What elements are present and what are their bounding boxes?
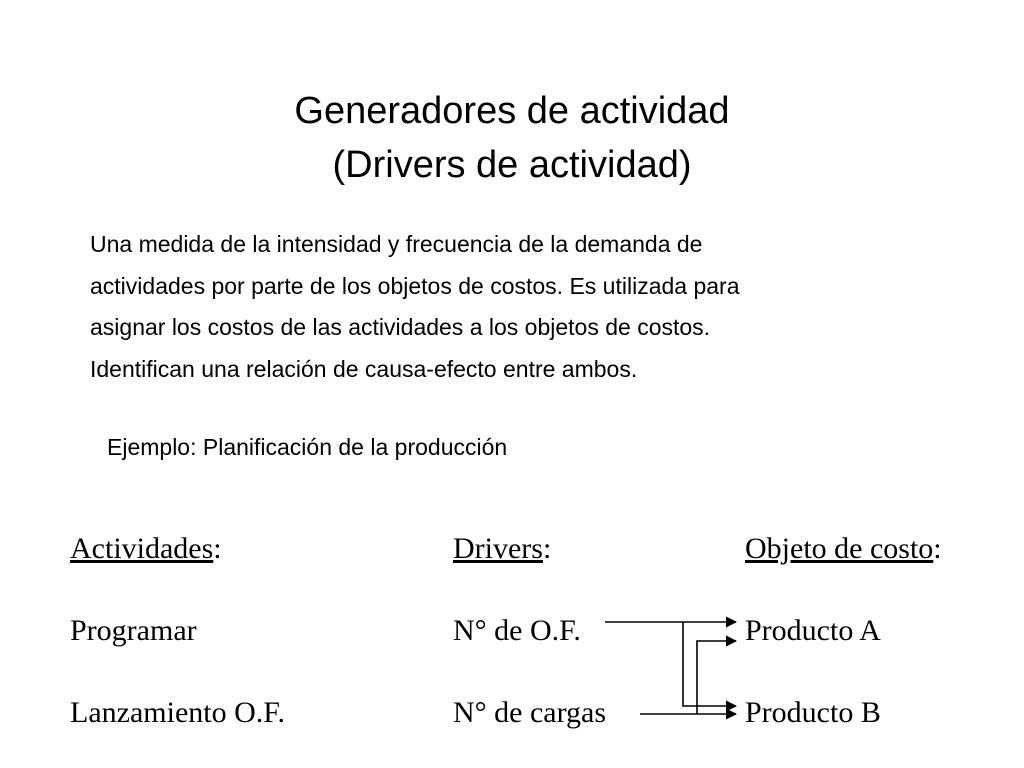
- header-objeto-colon: :: [933, 532, 942, 565]
- definition-line-3: asignar los costos de las actividades a los objetos de costos.: [90, 314, 711, 340]
- definition-paragraph: [90, 224, 950, 390]
- row-2-actividad: Lanzamiento O.F.: [70, 696, 286, 729]
- header-actividades: [70, 532, 222, 566]
- title-line-2: (Drivers de actividad): [332, 144, 692, 186]
- example-text: Ejemplo: Planificación de la producción: [107, 434, 508, 460]
- row-1-actividad: Programar: [70, 614, 197, 647]
- arrow-of-to-producto-b: [683, 622, 736, 706]
- row-2-objeto: Producto B: [745, 696, 881, 729]
- slide-title: [0, 84, 1024, 192]
- definition-line-2: actividades por parte de los objetos de costos. Es utilizada para: [90, 272, 740, 299]
- header-drivers: [453, 532, 551, 566]
- definition-line-4: Identifican una relación de causa-efecto entre ambos.: [90, 355, 638, 382]
- definition-line-1: Una medida de la intensidad y frecuencia de la demanda de: [90, 231, 703, 257]
- header-actividades-colon: :: [213, 532, 222, 565]
- header-objeto: [745, 532, 942, 566]
- header-objeto-label: Objeto de costo: [745, 532, 934, 565]
- arrow-cargas-to-producto-a: [697, 641, 736, 714]
- row-2-driver: N° de cargas: [453, 696, 607, 729]
- row-1-driver: N° de O.F.: [453, 614, 581, 647]
- header-drivers-label: Drivers: [453, 532, 543, 565]
- row-1-objeto: Producto A: [745, 614, 881, 647]
- header-actividades-label: Actividades: [70, 532, 214, 565]
- title-line-1: Generadores de actividad: [294, 90, 730, 132]
- header-drivers-colon: :: [542, 532, 552, 565]
